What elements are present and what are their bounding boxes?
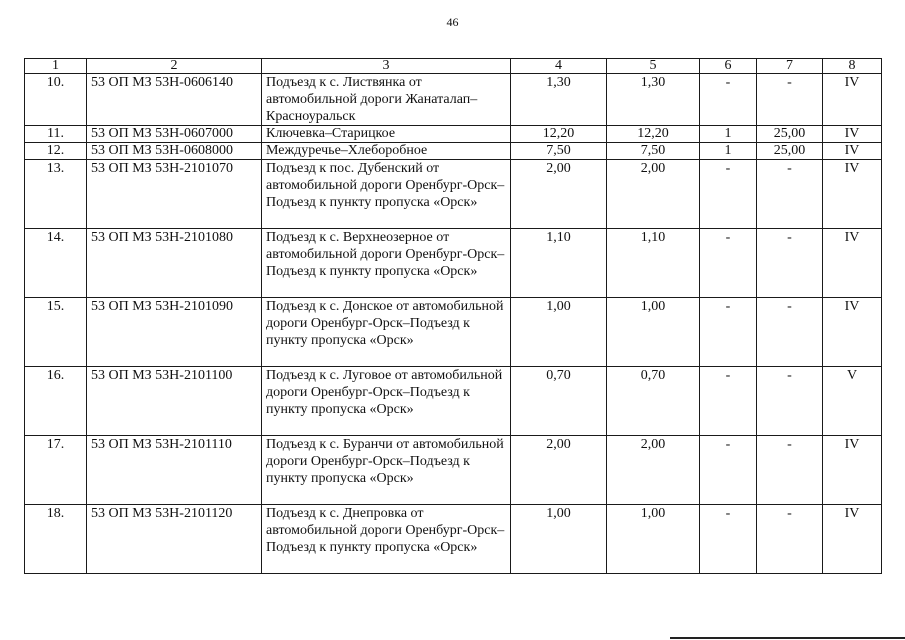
road-code: 53 ОП МЗ 53Н-2101080 [87,229,262,298]
column-header: 6 [700,59,757,74]
road-length: 2,00 [511,436,607,505]
road-code: 53 ОП МЗ 53Н-2101110 [87,436,262,505]
road-code: 53 ОП МЗ 53Н-0606140 [87,74,262,126]
road-category: IV [823,126,882,143]
road-name: Подъезд к с. Листвянка от автомобильной дороги Жанаталап–Красноуральск [262,74,511,126]
road-lanes: - [700,229,757,298]
road-length-2: 2,00 [607,160,700,229]
road-length-2: 0,70 [607,367,700,436]
road-length-2: 1,00 [607,298,700,367]
road-length-2: 7,50 [607,143,700,160]
column-header: 7 [757,59,823,74]
road-length-2: 1,10 [607,229,700,298]
road-category: IV [823,229,882,298]
road-name: Подъезд к с. Луговое от автомобильной дороги Оренбург-Орск–Подъезд к пункту пропуска «Орск» [262,367,511,436]
road-code: 53 ОП МЗ 53Н-2101120 [87,505,262,574]
road-category: IV [823,74,882,126]
row-number: 12. [25,143,87,160]
road-width: - [757,160,823,229]
row-number: 13. [25,160,87,229]
table-row [25,229,882,298]
road-category: IV [823,298,882,367]
road-code: 53 ОП МЗ 53Н-2101100 [87,367,262,436]
column-header: 2 [87,59,262,74]
table-row [25,367,882,436]
table-row [25,74,882,126]
column-header: 8 [823,59,882,74]
column-header: 4 [511,59,607,74]
column-header: 3 [262,59,511,74]
road-category: IV [823,160,882,229]
road-lanes: - [700,160,757,229]
road-length-2: 2,00 [607,436,700,505]
road-width: - [757,367,823,436]
road-width: - [757,229,823,298]
row-number: 15. [25,298,87,367]
road-name: Ключевка–Старицкое [262,126,511,143]
road-length: 12,20 [511,126,607,143]
road-category: V [823,367,882,436]
road-lanes: - [700,505,757,574]
road-name: Подъезд к с. Буранчи от автомобильной дороги Оренбург-Орск–Подъезд к пункту пропуска «Орск» [262,436,511,505]
row-number: 18. [25,505,87,574]
road-lanes: - [700,74,757,126]
row-number: 17. [25,436,87,505]
road-length: 2,00 [511,160,607,229]
road-category: IV [823,505,882,574]
table-row [25,126,882,143]
row-number: 10. [25,74,87,126]
road-code: 53 ОП МЗ 53Н-0607000 [87,126,262,143]
road-name: Междуречье–Хлеборобное [262,143,511,160]
table-row [25,505,882,574]
road-lanes: - [700,436,757,505]
road-length-2: 12,20 [607,126,700,143]
row-number: 11. [25,126,87,143]
road-width: - [757,74,823,126]
page-number: 46 [446,15,459,29]
road-length: 1,00 [511,505,607,574]
road-width: - [757,298,823,367]
road-category: IV [823,436,882,505]
road-code: 53 ОП МЗ 53Н-2101070 [87,160,262,229]
road-name: Подъезд к с. Донское от автомобильной дороги Оренбург-Орск–Подъезд к пункту пропуска «Орск» [262,298,511,367]
road-length-2: 1,00 [607,505,700,574]
road-lanes: 1 [700,126,757,143]
road-length-2: 1,30 [607,74,700,126]
footer-divider [670,637,905,639]
table-row [25,143,882,160]
roads-table [24,58,882,574]
road-code: 53 ОП МЗ 53Н-2101090 [87,298,262,367]
road-category: IV [823,143,882,160]
road-length: 0,70 [511,367,607,436]
road-width: 25,00 [757,143,823,160]
table-header-row [25,59,882,74]
row-number: 14. [25,229,87,298]
road-lanes: - [700,298,757,367]
table-row [25,436,882,505]
road-length: 1,30 [511,74,607,126]
road-width: - [757,436,823,505]
table-row [25,298,882,367]
road-name: Подъезд к с. Днепровка от автомобильной дороги Оренбург-Орск–Подъезд к пункту пропуска «Орск» [262,505,511,574]
road-length: 1,00 [511,298,607,367]
road-length: 7,50 [511,143,607,160]
road-name: Подъезд к пос. Дубенский от автомобильной дороги Оренбург-Орск–Подъезд к пункту пропуска «Орск» [262,160,511,229]
road-lanes: - [700,367,757,436]
road-lanes: 1 [700,143,757,160]
road-width: - [757,505,823,574]
table-row [25,160,882,229]
road-length: 1,10 [511,229,607,298]
road-name: Подъезд к с. Верхнеозерное от автомобильной дороги Оренбург-Орск–Подъезд к пункту пропуска «Орск» [262,229,511,298]
road-code: 53 ОП МЗ 53Н-0608000 [87,143,262,160]
road-width: 25,00 [757,126,823,143]
column-header: 1 [25,59,87,74]
row-number: 16. [25,367,87,436]
column-header: 5 [607,59,700,74]
